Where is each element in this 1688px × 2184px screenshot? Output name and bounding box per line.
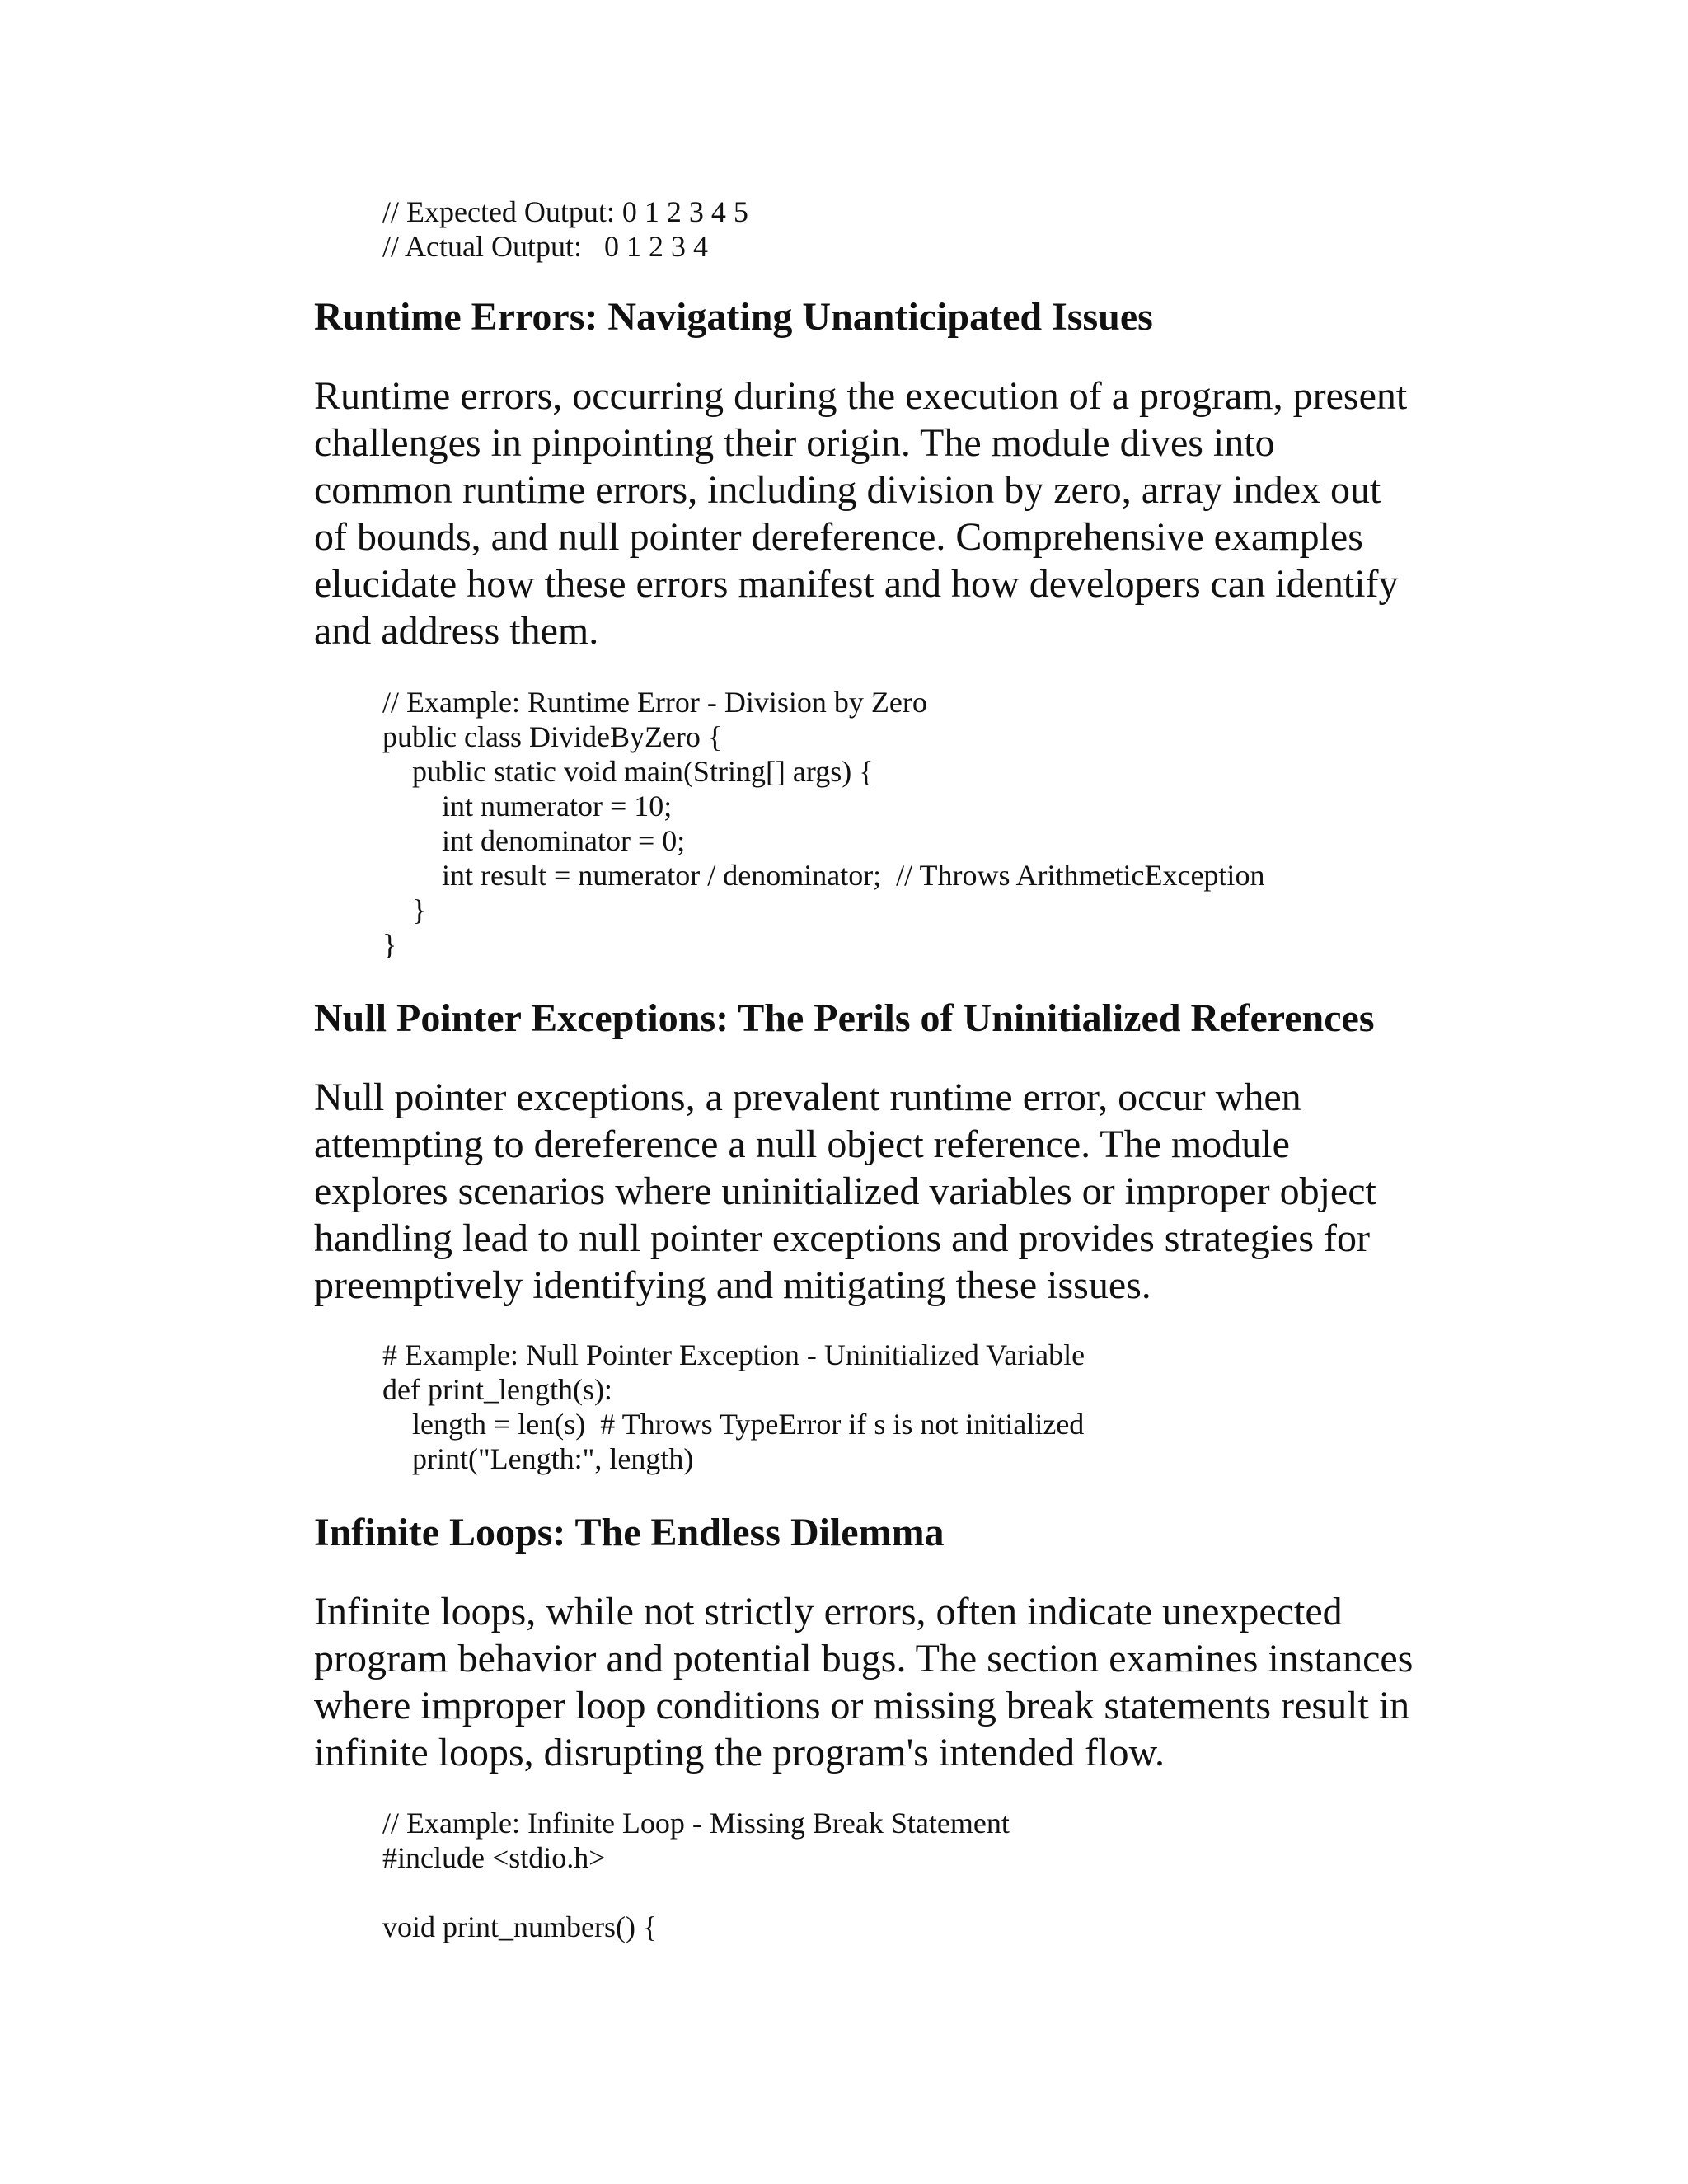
paragraph-infinite-loops	[314, 1588, 1468, 1776]
code-block-divide-by-zero	[382, 685, 1264, 962]
code-line: }	[382, 928, 397, 961]
code-block-infinite-loop	[382, 1806, 1010, 1944]
code-line: public static void main(String[] args) {	[382, 755, 874, 788]
code-line: void print_numbers() {	[382, 1910, 658, 1943]
paragraph-line: handling lead to null pointer exceptions and provides strategies for	[314, 1216, 1370, 1260]
code-line: int denominator = 0;	[382, 824, 686, 857]
section-heading-infinite-loops: Infinite Loops: The Endless Dilemma	[314, 1511, 945, 1554]
code-line: int result = numerator / denominator; // Throws ArithmeticException	[382, 859, 1265, 892]
section-heading-null-pointer: Null Pointer Exceptions: The Perils of Uninitialized References	[314, 996, 1375, 1040]
code-line: def print_length(s):	[382, 1373, 612, 1406]
paragraph-line: of bounds, and null pointer dereference. Comprehensive examples	[314, 515, 1363, 559]
paragraph-line: Null pointer exceptions, a prevalent runtime error, occur when	[314, 1076, 1301, 1119]
code-block-expected-output	[382, 194, 748, 264]
paragraph-line: preemptively identifying and mitigating these issues.	[314, 1263, 1151, 1307]
paragraph-line: attempting to dereference a null object reference. The module	[314, 1122, 1290, 1166]
code-line: #include <stdio.h>	[382, 1841, 606, 1874]
section-heading-runtime-errors: Runtime Errors: Navigating Unanticipated Issues	[314, 295, 1153, 339]
code-line: // Actual Output: 0 1 2 3 4	[382, 230, 708, 263]
code-line: // Expected Output: 0 1 2 3 4 5	[382, 195, 748, 228]
paragraph-line: infinite loops, disrupting the program's intended flow.	[314, 1731, 1165, 1774]
paragraph-line: Infinite loops, while not strictly errors, often indicate unexpected	[314, 1590, 1343, 1633]
code-line: # Example: Null Pointer Exception - Uninitialized Variable	[382, 1338, 1085, 1371]
paragraph-line: elucidate how these errors manifest and how developers can identify	[314, 562, 1399, 606]
paragraph-line: common runtime errors, including division by zero, array index out	[314, 468, 1381, 512]
paragraph-line: challenges in pinpointing their origin. The module dives into	[314, 421, 1275, 465]
code-line: // Example: Runtime Error - Division by Zero	[382, 686, 927, 719]
code-line: // Example: Infinite Loop - Missing Break Statement	[382, 1807, 1010, 1840]
paragraph-line: explores scenarios where uninitialized variables or improper object	[314, 1169, 1376, 1213]
code-block-null-pointer	[382, 1338, 1085, 1476]
paragraph-line: Runtime errors, occurring during the execution of a program, present	[314, 374, 1408, 418]
code-line: public class DivideByZero {	[382, 720, 723, 753]
code-line: length = len(s) # Throws TypeError if s is not initialized	[382, 1408, 1085, 1441]
paragraph-line: and address them.	[314, 609, 599, 653]
paragraph-line: program behavior and potential bugs. The section examines instances	[314, 1637, 1414, 1680]
code-line: print("Length:", length)	[382, 1442, 694, 1475]
paragraph-null-pointer	[314, 1074, 1468, 1309]
code-line code-blank-line	[382, 1875, 1010, 1910]
code-line: }	[382, 893, 427, 926]
paragraph-runtime-errors	[314, 373, 1468, 654]
paragraph-line: where improper loop conditions or missing break statements result in	[314, 1684, 1410, 1727]
code-line: int numerator = 10;	[382, 790, 673, 823]
